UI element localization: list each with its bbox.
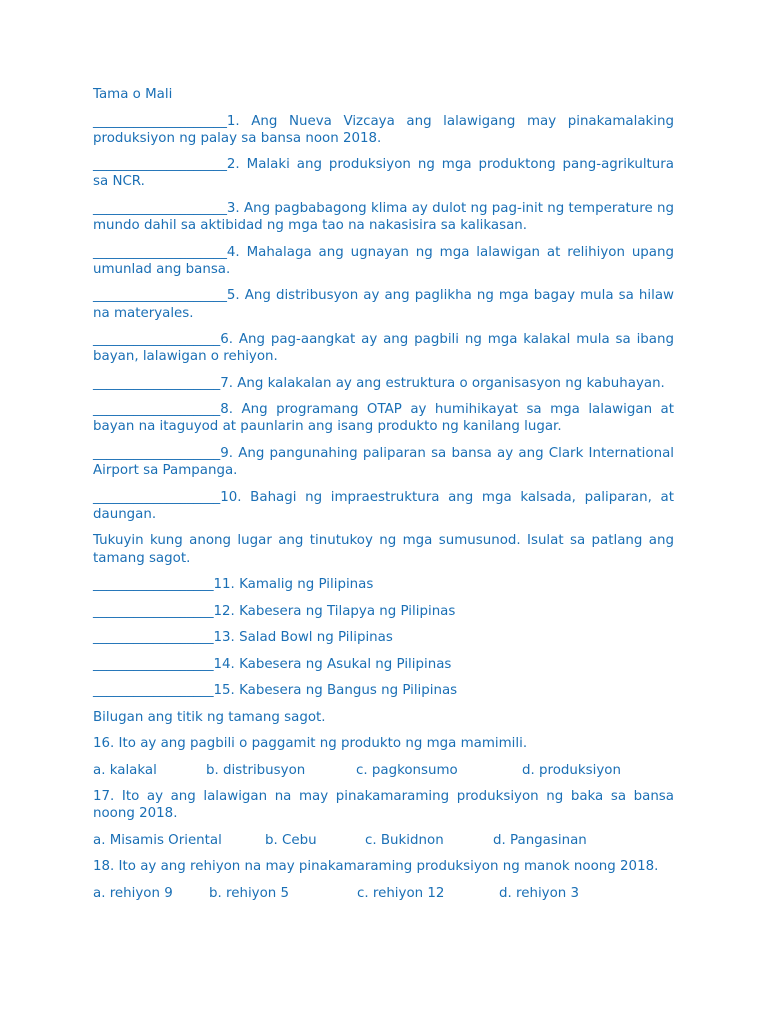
id-item-12 (93, 603, 674, 620)
answer-blank: __________________ (93, 656, 214, 672)
choice-b[interactable]: b. rehiyon 5 (209, 885, 290, 901)
mcq-choices-17 (93, 832, 674, 849)
answer-blank: ____________________ (93, 288, 227, 304)
id-item-15 (93, 682, 674, 699)
tukuyin-instruction: Tukuyin kung anong lugar ang tinutukoy ng mga sumusunod. Isulat sa patlang ang tamang sagot. (93, 533, 674, 566)
item-text: 5. Ang distribusyon ay ang paglikha ng mga bagay mula sa hilaw na materyales. (93, 288, 674, 321)
choice-a[interactable]: a. rehiyon 9 (93, 885, 173, 901)
choice-c[interactable]: c. rehiyon 12 (357, 885, 445, 901)
section-title: Tama o Mali (93, 87, 173, 102)
answer-blank: __________________ (93, 577, 214, 593)
tf-item-3 (93, 200, 674, 234)
item-text: 7. Ang kalakalan ay ang estruktura o organisasyon ng kabuhayan. (220, 375, 665, 391)
answer-blank: __________________ (93, 683, 214, 699)
tf-item-5 (93, 287, 674, 321)
bilugan-instruction: Bilugan ang titik ng tamang sagot. (93, 709, 326, 725)
mcq-choices-16 (93, 762, 674, 779)
answer-blank: ____________________ (93, 244, 227, 260)
mcq-question-16: 16. Ito ay ang pagbili o paggamit ng produkto ng mga mamimili. (93, 736, 528, 752)
item-text: 3. Ang pagbabagong klima ay dulot ng pag-init ng temperature ng mundo dahil sa aktibidad ng mga tao na nakasisira sa kalikasan. (93, 200, 674, 234)
item-text: 9. Ang pangunahing paliparan sa bansa ay ang Clark International Airport sa Pampanga. (93, 445, 674, 479)
item-text: 10. Bahagi ng impraestruktura ang mga kalsada, paliparan, at daungan. (93, 489, 674, 522)
choice-a[interactable]: a. kalakal (93, 762, 157, 778)
item-text: 4. Mahalaga ang ugnayan ng mga lalawigan at relihiyon upang umunlad ang bansa. (93, 244, 674, 277)
answer-blank: ___________________ (93, 489, 221, 505)
item-text: 14. Kabesera ng Asukal ng Pilipinas (213, 656, 452, 672)
item-text: 1. Ang Nueva Vizcaya ang lalawigang may pinakamalaking produksiyon ng palay sa bansa noon 2018. (93, 113, 674, 146)
answer-blank: __________________ (93, 603, 214, 619)
item-text: 8. Ang programang OTAP ay humihikayat sa mga lalawigan at bayan na itaguyod at paunlarin ang isang produkto ng kanilang lugar. (93, 402, 674, 435)
choice-d[interactable]: d. Pangasinan (493, 832, 587, 848)
answer-blank: ___________________ (93, 332, 221, 348)
mcq-question-18: 18. Ito ay ang rehiyon na may pinakamaraming produksiyon ng manok noong 2018. (93, 859, 659, 875)
id-item-11 (93, 576, 674, 593)
item-text: 12. Kabesera ng Tilapya ng Pilipinas (213, 603, 456, 619)
id-item-13 (93, 629, 674, 646)
worksheet (93, 86, 674, 911)
mcq-choices-18 (93, 885, 674, 902)
tf-item-4 (93, 244, 674, 278)
tf-item-10 (93, 489, 674, 523)
item-text: 13. Salad Bowl ng Pilipinas (213, 630, 393, 646)
mcq-question-17: 17. Ito ay ang lalawigan na may pinakamaraming produksiyon ng baka sa bansa noong 2018. (93, 789, 674, 822)
answer-blank: ____________________ (93, 200, 227, 216)
choice-a[interactable]: a. Misamis Oriental (93, 832, 222, 848)
item-text: 15. Kabesera ng Bangus ng Pilipinas (213, 683, 458, 699)
tf-item-6 (93, 331, 674, 365)
choice-d[interactable]: d. produksiyon (522, 762, 621, 778)
tf-item-8 (93, 401, 674, 435)
tf-item-9 (93, 445, 674, 479)
tf-item-1 (93, 113, 674, 147)
choice-c[interactable]: c. Bukidnon (365, 832, 444, 848)
item-text: 2. Malaki ang produksiyon ng mga produktong pang-agrikultura sa NCR. (93, 157, 674, 190)
tf-item-2 (93, 156, 674, 190)
answer-blank: ____________________ (93, 113, 227, 129)
choice-d[interactable]: d. rehiyon 3 (499, 885, 580, 901)
answer-blank: ___________________ (93, 445, 221, 461)
choice-c[interactable]: c. pagkonsumo (356, 762, 458, 778)
answer-blank: ____________________ (93, 157, 227, 173)
tf-item-7 (93, 375, 674, 392)
answer-blank: ___________________ (93, 402, 221, 418)
answer-blank: ___________________ (93, 375, 221, 391)
id-item-14 (93, 656, 674, 673)
choice-b[interactable]: b. Cebu (265, 832, 317, 848)
choice-b[interactable]: b. distribusyon (206, 762, 306, 778)
item-text: 11. Kamalig ng Pilipinas (213, 577, 374, 593)
answer-blank: __________________ (93, 630, 214, 646)
item-text: 6. Ang pag-aangkat ay ang pagbili ng mga kalakal mula sa ibang bayan, lalawigan o rehiyon. (93, 332, 674, 365)
